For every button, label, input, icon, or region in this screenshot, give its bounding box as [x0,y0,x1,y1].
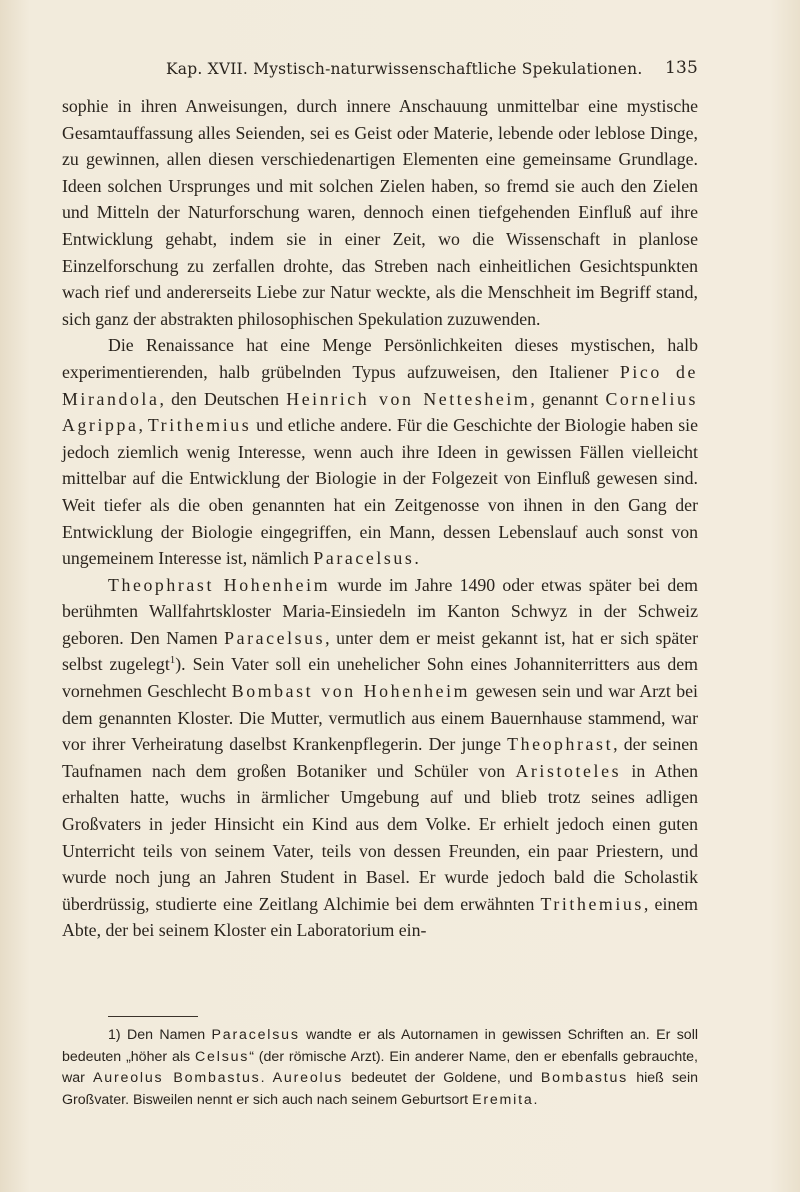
spaced-name: Theophrast [507,734,614,755]
text-run: , unter dem er meist gekannt ist, hat er sich später selbst zugelegt [62,627,698,675]
text-run: , genannt [530,388,606,409]
text-run: Die Renaissance hat eine Menge Persönlichkeiten dieses mystischen, halb experimentierenden, halb grübelnden Typus aufzuweisen, den Italiener [62,335,698,382]
page-header [62,56,698,86]
spaced-name: Aureolus [272,1070,344,1087]
spaced-name: Theophrast Hohenheim [108,574,331,595]
spaced-name: Eremita [472,1091,534,1108]
spaced-name: Cornelius Agrippa [62,388,698,436]
spaced-name: Paracelsus [313,548,415,569]
paragraph-3 [62,572,698,944]
text-run: gewesen sein und war Arzt bei dem genannten Kloster. Die Mutter, vermutlich aus einem Bauernhause stammend, war vor ihrer Verheiratung daselbst Krankenpflegerin. Der junge [62,681,698,755]
spaced-name: Aureolus Bombastus [93,1070,261,1087]
spaced-name: Trithemius [147,415,252,436]
text-run: . [414,548,419,569]
paragraph-2 [62,332,698,571]
spaced-name: Celsus [195,1048,250,1065]
body-text [62,93,698,944]
running-head: Kap. XVII. Mystisch-naturwissenschaftliche Spekulationen. [166,60,643,78]
spaced-name: Heinrich von Nettesheim [286,388,531,409]
spaced-name: Pico de Mirandola [62,361,698,409]
text-run: in Athen erhalten hatte, wuchs in ärmlicher Umgebung auf und blieb trotz seines adligen Großvaters in jeder Hinsicht ein Kind aus dem Volke. Er erhielt jedoch einen guten Unterricht teils von seinem Vater, teils von dessen Freunden, ein paar Priestern, und wurde noch jung an Jahren Student in Basel. Er wurde jedoch bald die Scholastik überdrüssig, studierte eine Zeitlang Alchimie bei dem erwähnten [62,760,698,914]
text-run: wurde im Jahre 1490 oder etwas später bei dem berühmten Wallfahrtskloster Maria-Einsiedeln im Kanton Schwyz in der Schweiz geboren. Den Namen [62,574,698,648]
text-run: . [533,1091,538,1108]
text-run: , der seinen Taufnamen nach dem großen Botaniker und Schüler von [62,734,699,781]
text-run: bedeutet der Goldene, und [343,1070,541,1087]
footnotes [62,1025,698,1111]
text-run: , [138,415,148,436]
text-run: hieß sein Großvater. Bisweilen nennt er sich auch nach seinem Geburtsort [62,1070,698,1108]
text-run: 1) Den Namen [108,1027,212,1043]
text-run: “ (der römische Arzt). Ein anderer Name, den er ebenfalls gebrauchte, war [62,1048,698,1087]
spaced-name: Paracelsus [224,627,326,648]
spaced-name: Paracelsus [211,1027,300,1043]
footnote-1 [62,1025,698,1111]
text-run: wandte er als Autornamen in gewissen Schriften an. Er soll bedeuten „höher als [62,1027,698,1065]
text-run: sophie in ihren Anweisungen, durch innere Anschauung unmittelbar eine mystische Gesamtauffassung alles Seienden, sei es Geist oder Materie, lebende oder leblose Dinge, zu gewinnen, allen diesen verschiedenartigen Elementen eine gemeinsame Grundlage. Ideen solchen Ursprunges und mit solchen Zielen haben, so fremd sie auch den Zielen und Mitteln der Naturforschung waren, dennoch einen tiefgehenden Einfluß auf ihre Entwicklung gehabt, indem sie in einer Zeit, wo die Wissenschaft in planlose Einzelforschung zu zerfallen drohte, das Streben nach einheitlichen Gesichtspunkten wach rief und andererseits Liebe zur Natur weckte, als die Menschheit im Begriff stand, sich ganz der abstrakten philosophischen Spekulation zuzuwenden. [62,96,698,329]
footnote-marker: 1 [169,654,176,667]
text-run: , den Deutschen [159,388,287,409]
paragraph-1 [62,93,698,332]
spaced-name: Trithemius [540,893,644,914]
text-run: ). Sein Vater soll ein unehelicher Sohn eines Johanniterritters aus dem vornehmen Geschlecht [62,654,698,702]
spaced-name: Bombast von Hohenheim [231,681,471,702]
spaced-name: Aristoteles [515,760,622,781]
text-run: . [260,1070,273,1087]
footnote-rule [108,1016,198,1017]
text-run: , einem Abte, der bei seinem Kloster ein Laboratorium ein- [62,893,698,941]
text-run: und etliche andere. Für die Geschichte der Biologie haben sie jedoch ziemlich wenig Interesse, wenn auch ihre Ideen in gewissen Fällen vielleicht mittelbar auf die Entwicklung der Biologie in der Folgezeit von Einfluß gewesen sind. Weit tiefer als die oben genannten hat ein Zeitgenosse von ihnen in den Gang der Entwicklung der Biologie eingegriffen, ein Mann, dessen Lebenslauf auch sonst von ungemeinem Interesse ist, nämlich [62,415,698,569]
page-number: 135 [664,58,698,78]
spaced-name: Bombastus [540,1070,629,1087]
